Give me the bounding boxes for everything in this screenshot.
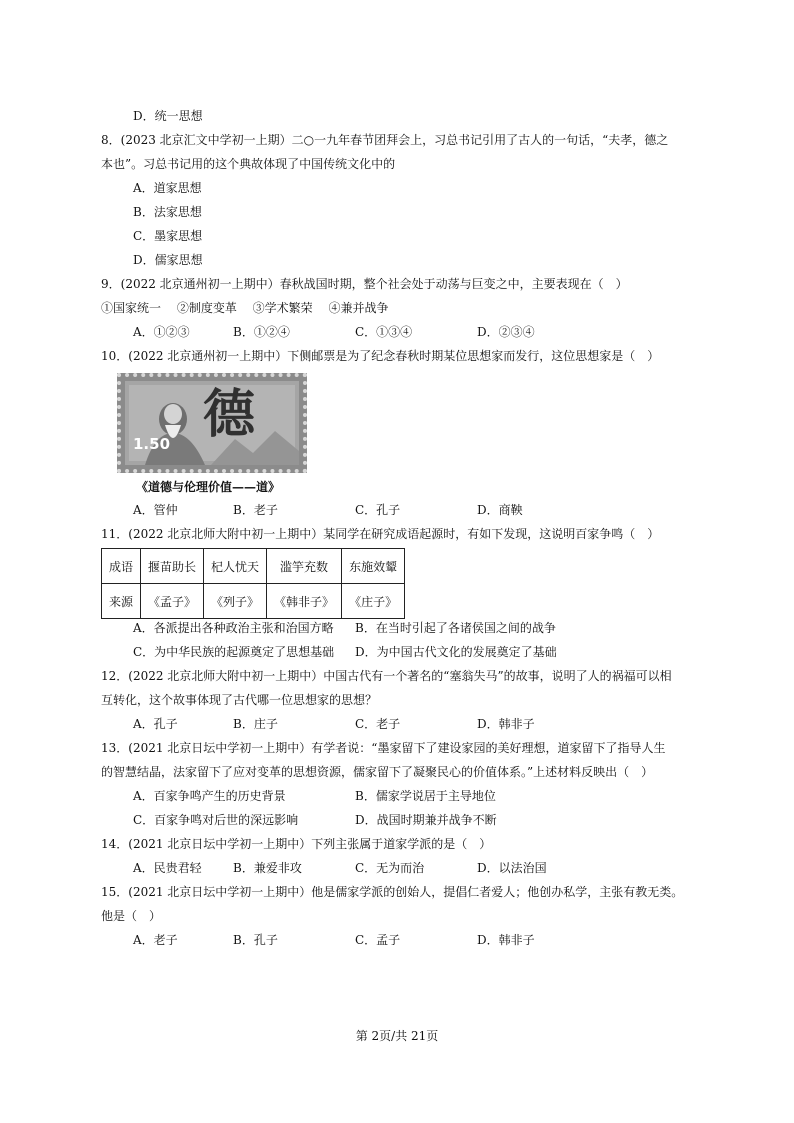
table-cell: 《列子》 [204, 584, 267, 619]
stamp-face [125, 381, 299, 465]
table-cell: 东施效颦 [342, 549, 405, 584]
q11-option-d: D．为中国古代文化的发展奠定了基础 [355, 645, 557, 659]
q13-option-a: A．百家争鸣产生的历史背景 [133, 789, 286, 803]
idiom-source-table [101, 548, 405, 619]
q14-stem-line1: 14．(2021 北京日坛中学初一上期中）下列主张属于道家学派的是（ ） [101, 837, 492, 851]
q14-option-c: C．无为而治 [355, 861, 425, 875]
q13-option-b: B．儒家学说居于主导地位 [355, 789, 496, 803]
q12-option-b: B．庄子 [233, 717, 278, 731]
q15-option-a: A．老子 [133, 933, 178, 947]
q15-option-b: B．孔子 [233, 933, 278, 947]
q8-option-d: D．儒家思想 [133, 253, 203, 267]
q14-option-b: B．兼爱非攻 [233, 861, 302, 875]
q13-option-d: D．战国时期兼并战争不断 [355, 813, 497, 827]
table-cell: 杞人忧天 [204, 549, 267, 584]
q12-option-d: D．韩非子 [477, 717, 535, 731]
q7-option-d: D．统一思想 [133, 109, 203, 123]
q8-option-c: C．墨家思想 [133, 229, 203, 243]
q8-option-b: B．法家思想 [133, 205, 202, 219]
q12-option-c: C．老子 [355, 717, 401, 731]
q12-stem-line2: 互转化，这个故事体现了古代哪一位思想家的思想？ [101, 693, 378, 707]
table-cell: 《庄子》 [342, 584, 405, 619]
q9-option-c: C．①③④ [355, 325, 413, 339]
q15-stem-line2: 他是（ ） [101, 909, 162, 923]
table-cell: 揠苗助长 [141, 549, 204, 584]
q10-option-a: A．管仲 [133, 503, 178, 517]
q11-option-c: C．为中华民族的起源奠定了思想基础 [133, 645, 335, 659]
q9-items: ①国家统一 ②制度变革 ③学术繁荣 ④兼并战争 [101, 301, 389, 315]
q8-stem-line2: 本也”。习总书记用的这个典故体现了中国传统文化中的 [101, 157, 396, 171]
q9-stem-line1: 9．(2022 北京通州初一上期中）春秋战国时期，整个社会处于动荡与巨变之中，主要表现在（ ） [101, 277, 628, 291]
table-cell: 成语 [102, 549, 141, 584]
q9-option-b: B．①②④ [233, 325, 290, 339]
q12-stem-line1: 12．(2022 北京北师大附中初一上期中）中国古代有一个著名的“塞翁失马”的故事，说明了人的祸福可以相 [101, 669, 672, 683]
q8-option-a: A．道家思想 [133, 181, 202, 195]
q14-option-a: A．民贵君轻 [133, 861, 202, 875]
q15-option-c: C．孟子 [355, 933, 401, 947]
table-row [102, 584, 405, 619]
q14-option-d: D．以法治国 [477, 861, 547, 875]
stamp-value: 1.50 [133, 435, 171, 453]
table-row [102, 549, 405, 584]
table-cell: 《韩非子》 [267, 584, 342, 619]
table-cell: 滥竽充数 [267, 549, 342, 584]
stamp-glyph: 德 [203, 384, 256, 445]
q13-stem-line1: 13．(2021 北京日坛中学初一上期中）有学者说：“墨家留下了建设家园的美好理想，道家留下了指导人生 [101, 741, 666, 755]
table-cell: 来源 [102, 584, 141, 619]
stamp-caption: 《道德与伦理价值——道》 [136, 480, 281, 494]
q8-stem-line1: 8．(2023 北京汇文中学初一上期）二○一九年春节团拜会上，习总书记引用了古人的一句话，“夫孝，德之 [101, 133, 669, 147]
stamp-image [117, 373, 307, 473]
q10-stem-line1: 10．(2022 北京通州初一上期中）下侧邮票是为了纪念春秋时期某位思想家而发行，这位思想家是（ ） [101, 349, 660, 363]
q15-stem-line1: 15．(2021 北京日坛中学初一上期中）他是儒家学派的创始人，提倡仁者爱人；他创办私学，主张有教无类。 [101, 885, 684, 899]
q9-option-d: D．②③④ [477, 325, 535, 339]
q11-stem-line1: 11．(2022 北京北师大附中初一上期中）某同学在研究成语起源时，有如下发现，这说明百家争鸣（ ） [101, 527, 660, 541]
q11-option-b: B．在当时引起了各诸侯国之间的战争 [355, 621, 556, 635]
q10-option-c: C．孔子 [355, 503, 401, 517]
q9-option-a: A．①②③ [133, 325, 190, 339]
q12-option-a: A．孔子 [133, 717, 178, 731]
table-cell: 《孟子》 [141, 584, 204, 619]
q13-stem-line2: 的智慧结晶，法家留下了应对变革的思想资源，儒家留下了凝聚民心的价值体系。”上述材料反映出（ ） [101, 765, 654, 779]
q10-option-d: D．商鞅 [477, 503, 523, 517]
q10-option-b: B．老子 [233, 503, 278, 517]
page-number-footer: 第 2页/共 21页 [355, 1029, 439, 1043]
q15-option-d: D．韩非子 [477, 933, 535, 947]
q13-option-c: C．百家争鸣对后世的深远影响 [133, 813, 299, 827]
q11-option-a: A．各派提出各种政治主张和治国方略 [133, 621, 334, 635]
